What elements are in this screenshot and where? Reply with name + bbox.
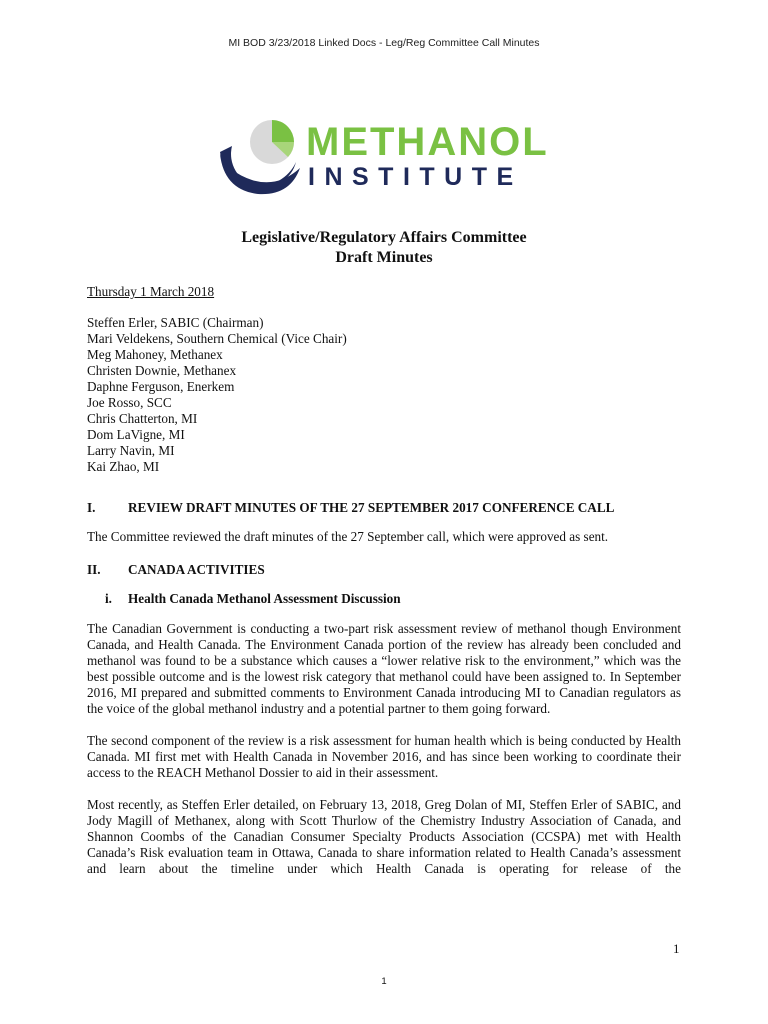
paragraph: The Canadian Government is conducting a two-part risk assessment review of methanol though Environment Canada, and Health Canada. The Environment Canada portion of the review has already been concluded and methanol was found to be a substance which causes a “lower relative risk to the environment,” which was the best possible outcome and is the lowest risk category that methanol could have been assigned to. In September 2016, MI prepared and submitted comments to Environment Canada introducing MI to Canadian regulators as the voice of the global methanol industry and a potential partner to them going forward. xyxy=(87,621,681,716)
paragraph: The second component of the review is a risk assessment for human health which is being conducted by Health Canada. MI first met with Health Canada in November 2016, and has since been working to coordinate their access to the REACH Methanol Dossier to aid in their assessment. xyxy=(87,733,681,780)
paragraph: The Committee reviewed the draft minutes of the 27 September call, which were approved as sent. xyxy=(87,529,609,544)
attendee: Joe Rosso, SCC xyxy=(87,395,172,410)
attendee-list xyxy=(87,315,681,475)
methanol-institute-logo xyxy=(218,116,554,200)
section-title: CANADA ACTIVITIES xyxy=(128,562,265,577)
title-line-2: Draft Minutes xyxy=(335,249,433,266)
section-number: I. xyxy=(87,500,96,515)
attendee: Larry Navin, MI xyxy=(87,443,175,458)
logo-text-methanol: METHANOL xyxy=(306,120,549,164)
subsection-title: Health Canada Methanol Assessment Discussion xyxy=(128,591,401,606)
attendee: Christen Downie, Methanex xyxy=(87,363,237,378)
document-title xyxy=(0,228,768,268)
section-title: REVIEW DRAFT MINUTES OF THE 27 SEPTEMBER 2017 CONFERENCE CALL xyxy=(128,500,615,515)
meeting-date: Thursday 1 March 2018 xyxy=(87,284,215,299)
section-number: II. xyxy=(87,562,101,577)
document-body xyxy=(87,284,681,893)
running-header: MI BOD 3/23/2018 Linked Docs - Leg/Reg Committee Call Minutes xyxy=(228,37,540,49)
attendee: Meg Mahoney, Methanex xyxy=(87,347,223,362)
subsection-number: i. xyxy=(105,591,112,606)
attendee: Kai Zhao, MI xyxy=(87,459,160,474)
section-heading-1 xyxy=(87,500,681,516)
section-heading-2 xyxy=(87,562,681,578)
footer-page-number: 1 xyxy=(381,976,387,987)
attendee: Steffen Erler, SABIC (Chairman) xyxy=(87,315,264,330)
subsection-heading xyxy=(87,591,681,607)
page-number: 1 xyxy=(673,941,680,956)
attendee: Dom LaVigne, MI xyxy=(87,427,185,442)
attendee: Daphne Ferguson, Enerkem xyxy=(87,379,235,394)
title-line-1: Legislative/Regulatory Affairs Committee xyxy=(241,229,527,246)
paragraph: Most recently, as Steffen Erler detailed, on February 13, 2018, Greg Dolan of MI, Steffen Erler of SABIC, and Jody Magill of Methanex, along with Scott Thurlow of the Chemistry Industry Association of Canada, and Shannon Coombs of the Canadian Consumer Specialty Products Association (CCSPA) met with Health Canada’s Risk evaluation team in Ottawa, Canada to share information related to Health Canada’s assessment and learn about the timeline under which Health Canada is operating for release of the xyxy=(87,797,681,876)
attendee: Chris Chatterton, MI xyxy=(87,411,198,426)
logo-text-institute: INSTITUTE xyxy=(308,163,523,191)
attendee: Mari Veldekens, Southern Chemical (Vice Chair) xyxy=(87,331,347,346)
